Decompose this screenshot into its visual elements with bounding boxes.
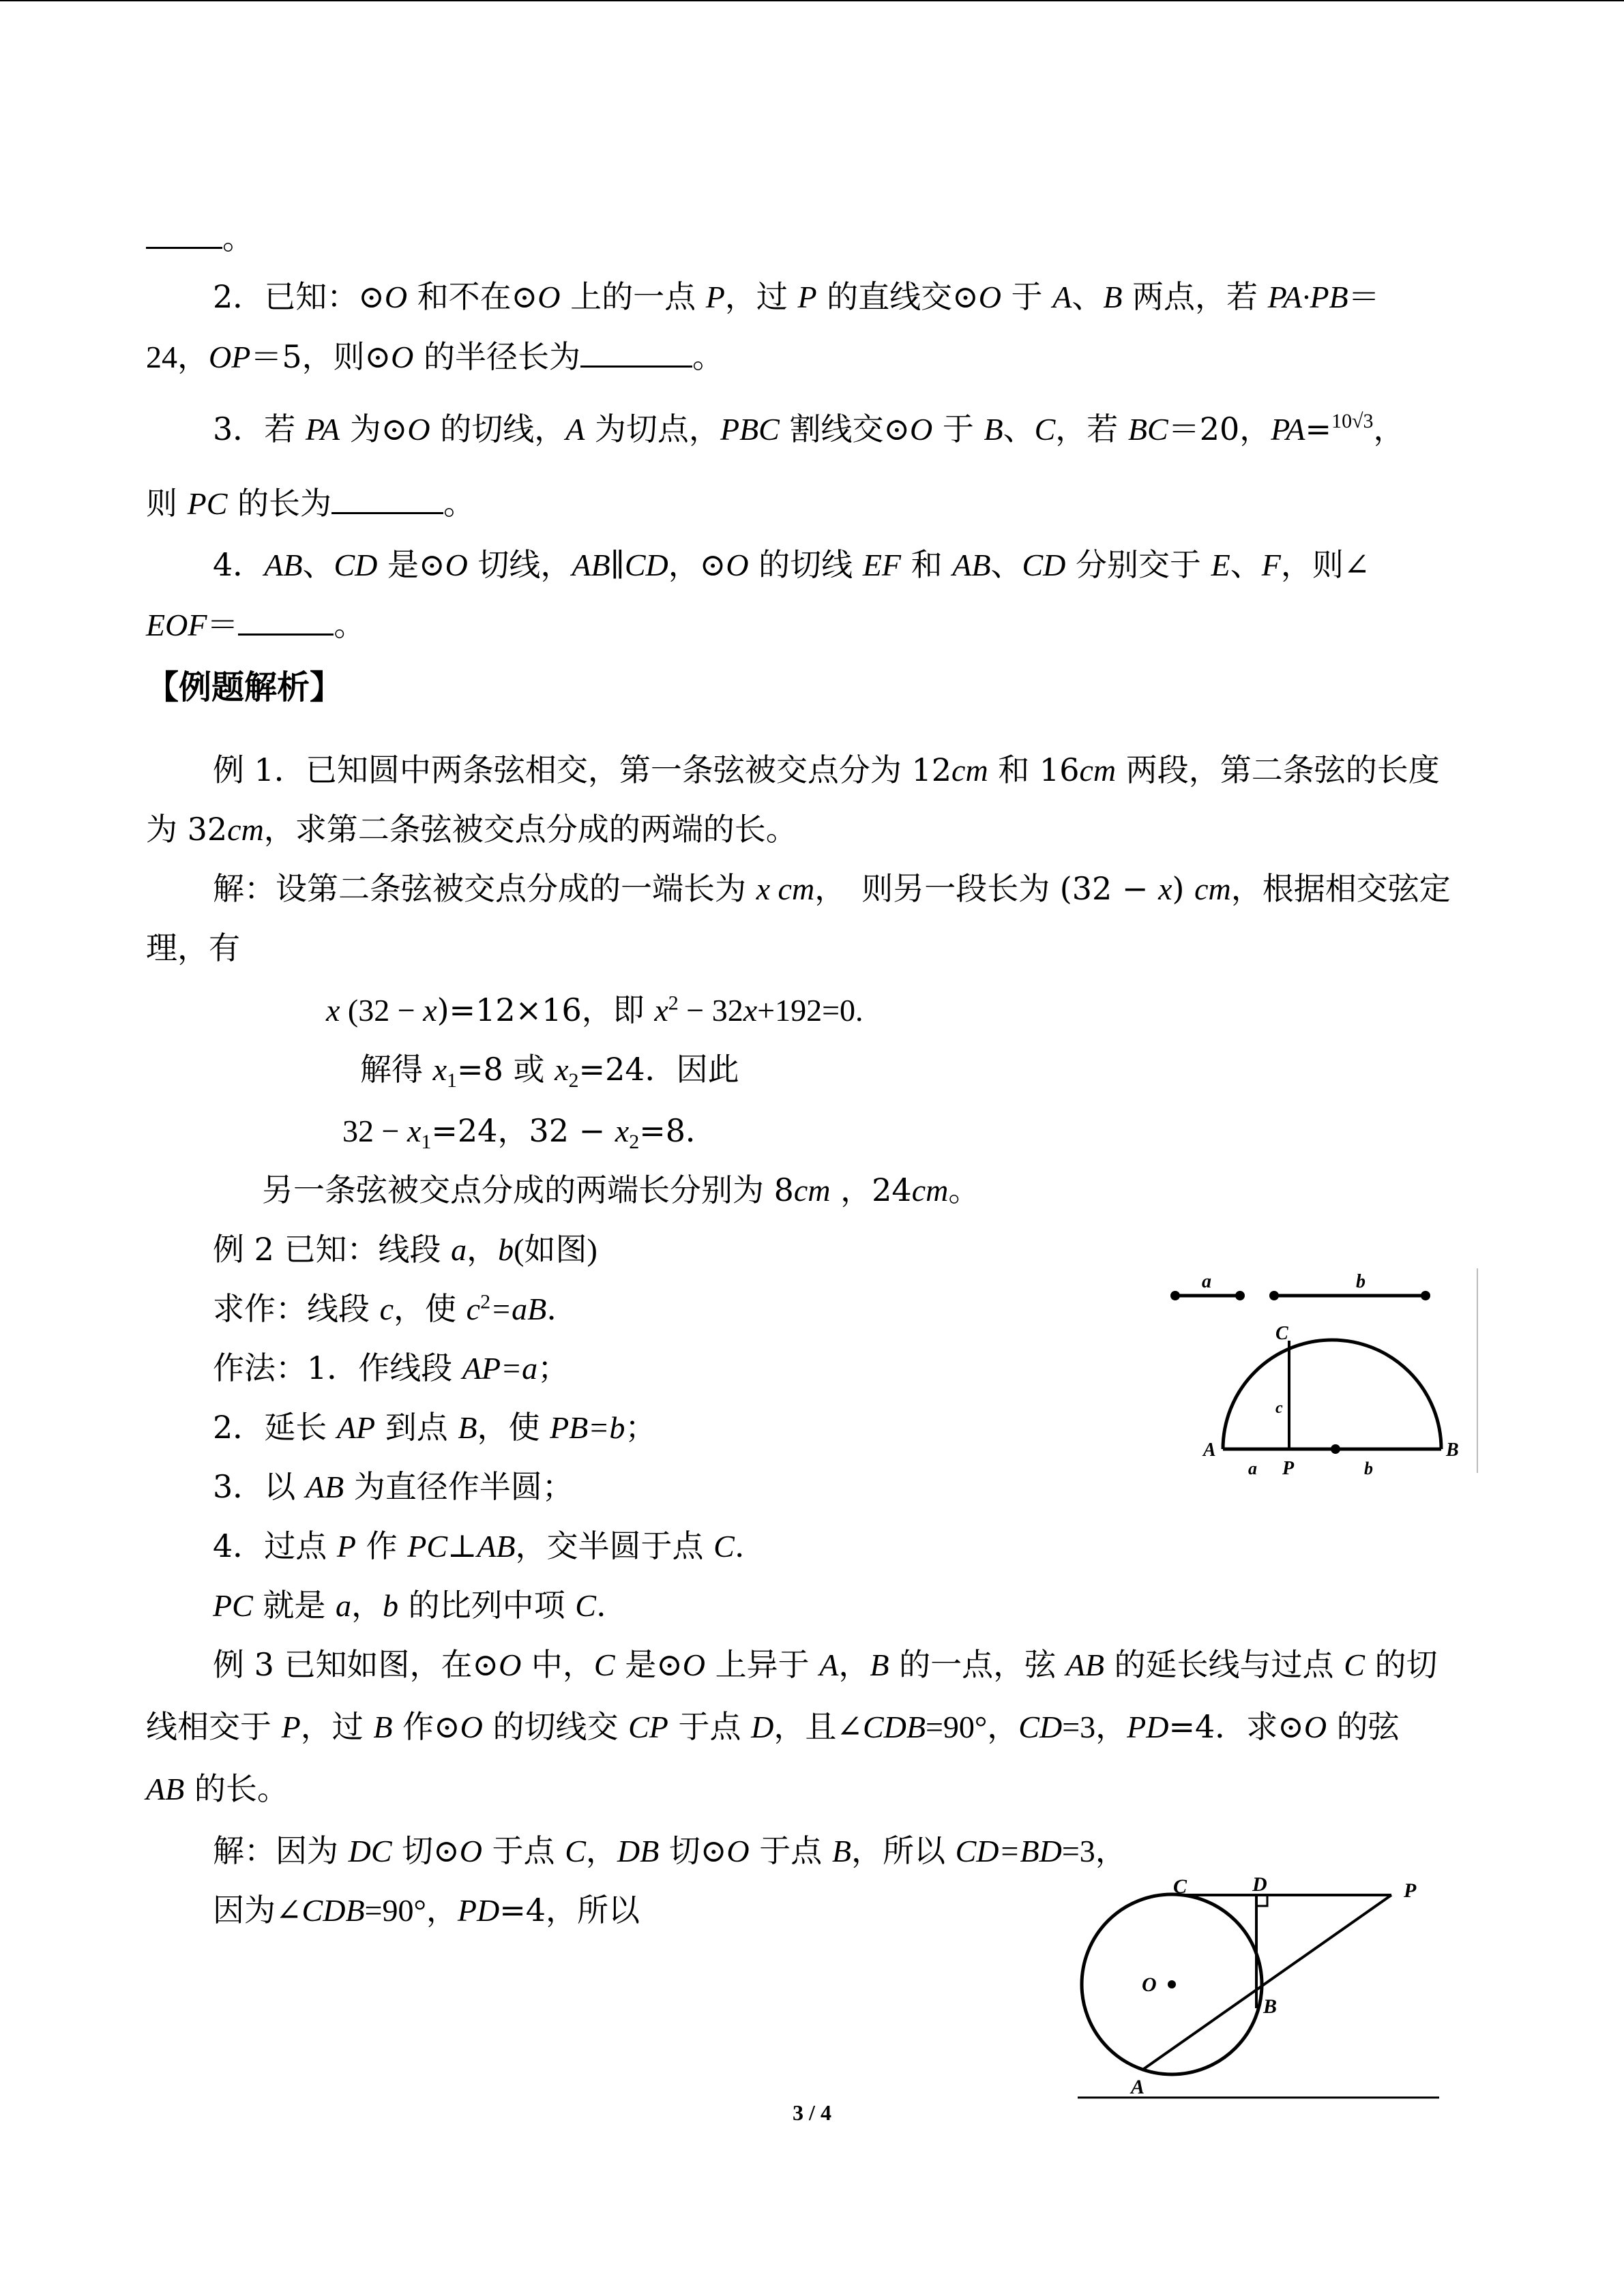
center-o bbox=[1168, 1980, 1176, 1988]
label-b: b bbox=[1356, 1271, 1365, 1292]
sqrt-expression: 10√3 bbox=[1331, 410, 1374, 432]
example-2-line-7: PC 就是 a，b 的比列中项 C. bbox=[213, 1587, 606, 1624]
page-number: 3 / 4 bbox=[793, 2100, 831, 2125]
semicircle-arc bbox=[1223, 1340, 1441, 1449]
question-3-line-2: 则 PC 的长为 。 bbox=[146, 482, 475, 524]
secant-line-ap bbox=[1142, 1895, 1391, 2070]
answer-blank bbox=[580, 336, 692, 368]
label-B: B bbox=[1446, 1440, 1459, 1461]
question-3-line-1: 3．若 PA 为⊙O 的切线，A 为切点，PBC 割线交⊙O 于 B、C，若 BC＝20，PA=$^{10√3}$， bbox=[213, 410, 1405, 447]
label-C: C bbox=[1173, 1875, 1187, 1898]
example-2-line-3: 作法：1．作线段 AP=a； bbox=[213, 1350, 570, 1386]
example-2-line-2: 求作：线段 c，使 $c^2=aB$. bbox=[213, 1290, 557, 1327]
example-1-equation-3: $32 - x_1=24$，$32 - x_2=8$． bbox=[342, 1112, 718, 1154]
label-D: D bbox=[1252, 1873, 1267, 1896]
label-a-bottom: a bbox=[1248, 1459, 1257, 1478]
example-1-solution-line-2: 理，有 bbox=[146, 929, 240, 966]
right-angle-marker bbox=[1256, 1895, 1267, 1906]
label-A: A bbox=[1131, 2076, 1145, 2098]
example-3-solution-line-1: 解：因为 DC 切⊙O 于点 C，DB 切⊙O 于点 B，所以 CD=BD=3， bbox=[213, 1832, 1127, 1869]
segment-a-start-point bbox=[1170, 1291, 1180, 1300]
question-2-line-1: 2．已知：⊙O 和不在⊙O 上的一点 P，过 P 的直线交⊙O 于 A、B 两点，若 PA·PB＝ bbox=[213, 278, 1380, 315]
label-a: a bbox=[1202, 1271, 1211, 1292]
example-1-equation-2: 解得 $x_1=8$ 或 $x_2=24$．因此 bbox=[360, 1051, 739, 1092]
example-2-line-1: 例 2 已知：线段 a，b(如图) bbox=[213, 1231, 597, 1268]
label-P: P bbox=[1282, 1458, 1295, 1479]
example-1-line-2: 为 32cm，求第二条弦被交点分成的两端的长。 bbox=[146, 811, 797, 848]
label-B: B bbox=[1263, 1995, 1278, 2018]
example-1-solution-line-1: 解：设第二条弦被交点分成的一端长为 x cm， 则另一段长为 (32 − x) cm，根据相交弦定 bbox=[213, 870, 1451, 907]
example-2-line-5: 3．以 AB 为直径作半圆； bbox=[213, 1468, 574, 1505]
example-2-line-6: 4．过点 P 作 PC⊥AB，交半圆于点 C. bbox=[213, 1527, 745, 1564]
segment-b-end-point bbox=[1421, 1291, 1430, 1300]
label-C: C bbox=[1275, 1323, 1288, 1344]
answer-blank bbox=[146, 217, 222, 249]
page-top-border bbox=[0, 0, 1624, 1]
answer-blank bbox=[238, 603, 334, 636]
segment-b-start-point bbox=[1269, 1291, 1279, 1300]
example-1-equation-1: x (32 − x)=12×16，即 $x^2 - 32x+192=0$. bbox=[326, 992, 863, 1028]
example-3-solution-line-2: 因为∠CDB=90°，PD=4，所以 bbox=[213, 1892, 640, 1928]
segment-a-end-point bbox=[1235, 1291, 1245, 1300]
example-1-line-1: 例 1．已知圆中两条弦相交，第一条弦被交点分为 12cm 和 16cm 两段，第二条弦的长度 bbox=[213, 751, 1440, 788]
question-4-line-2: EOF＝ 。 bbox=[146, 603, 365, 646]
question-4-line-1: 4．AB、CD 是⊙O 切线，AB∥CD，⊙O 的切线 EF 和 AB、CD 分别交于 E、F，则∠ bbox=[213, 546, 1370, 583]
label-P: P bbox=[1404, 1879, 1417, 1902]
example-1-answer: 另一条弦被交点分成的两端长分别为 8cm ，24cm。 bbox=[262, 1172, 980, 1208]
section-heading: 【例题解析】 bbox=[146, 668, 343, 706]
answer-blank bbox=[331, 482, 443, 514]
semicircle-figure bbox=[1153, 1268, 1480, 1487]
blank-line-end: 。 bbox=[146, 217, 254, 258]
center-point bbox=[1331, 1444, 1340, 1454]
label-O: O bbox=[1142, 1973, 1157, 1996]
question-2-line-2: 24，OP＝5，则⊙O 的半径长为 。 bbox=[146, 336, 724, 378]
circle-tangent-figure bbox=[1071, 1868, 1453, 2100]
example-2-line-4: 2．延长 AP 到点 B，使 PB=b； bbox=[213, 1409, 657, 1446]
label-A: A bbox=[1203, 1440, 1216, 1461]
label-b-bottom: b bbox=[1364, 1459, 1373, 1478]
label-c: c bbox=[1275, 1399, 1283, 1417]
example-3-line-3: AB 的长。 bbox=[146, 1770, 289, 1807]
example-3-line-2: 线相交于 P，过 B 作⊙O 的切线交 CP 于点 D，且∠CDB=90°，CD=3，PD=4．求⊙O 的弦 bbox=[146, 1708, 1400, 1745]
example-3-line-1: 例 3 已知如图，在⊙O 中，C 是⊙O 上异于 A，B 的一点，弦 AB 的延长线与过点 C 的切 bbox=[213, 1646, 1438, 1683]
